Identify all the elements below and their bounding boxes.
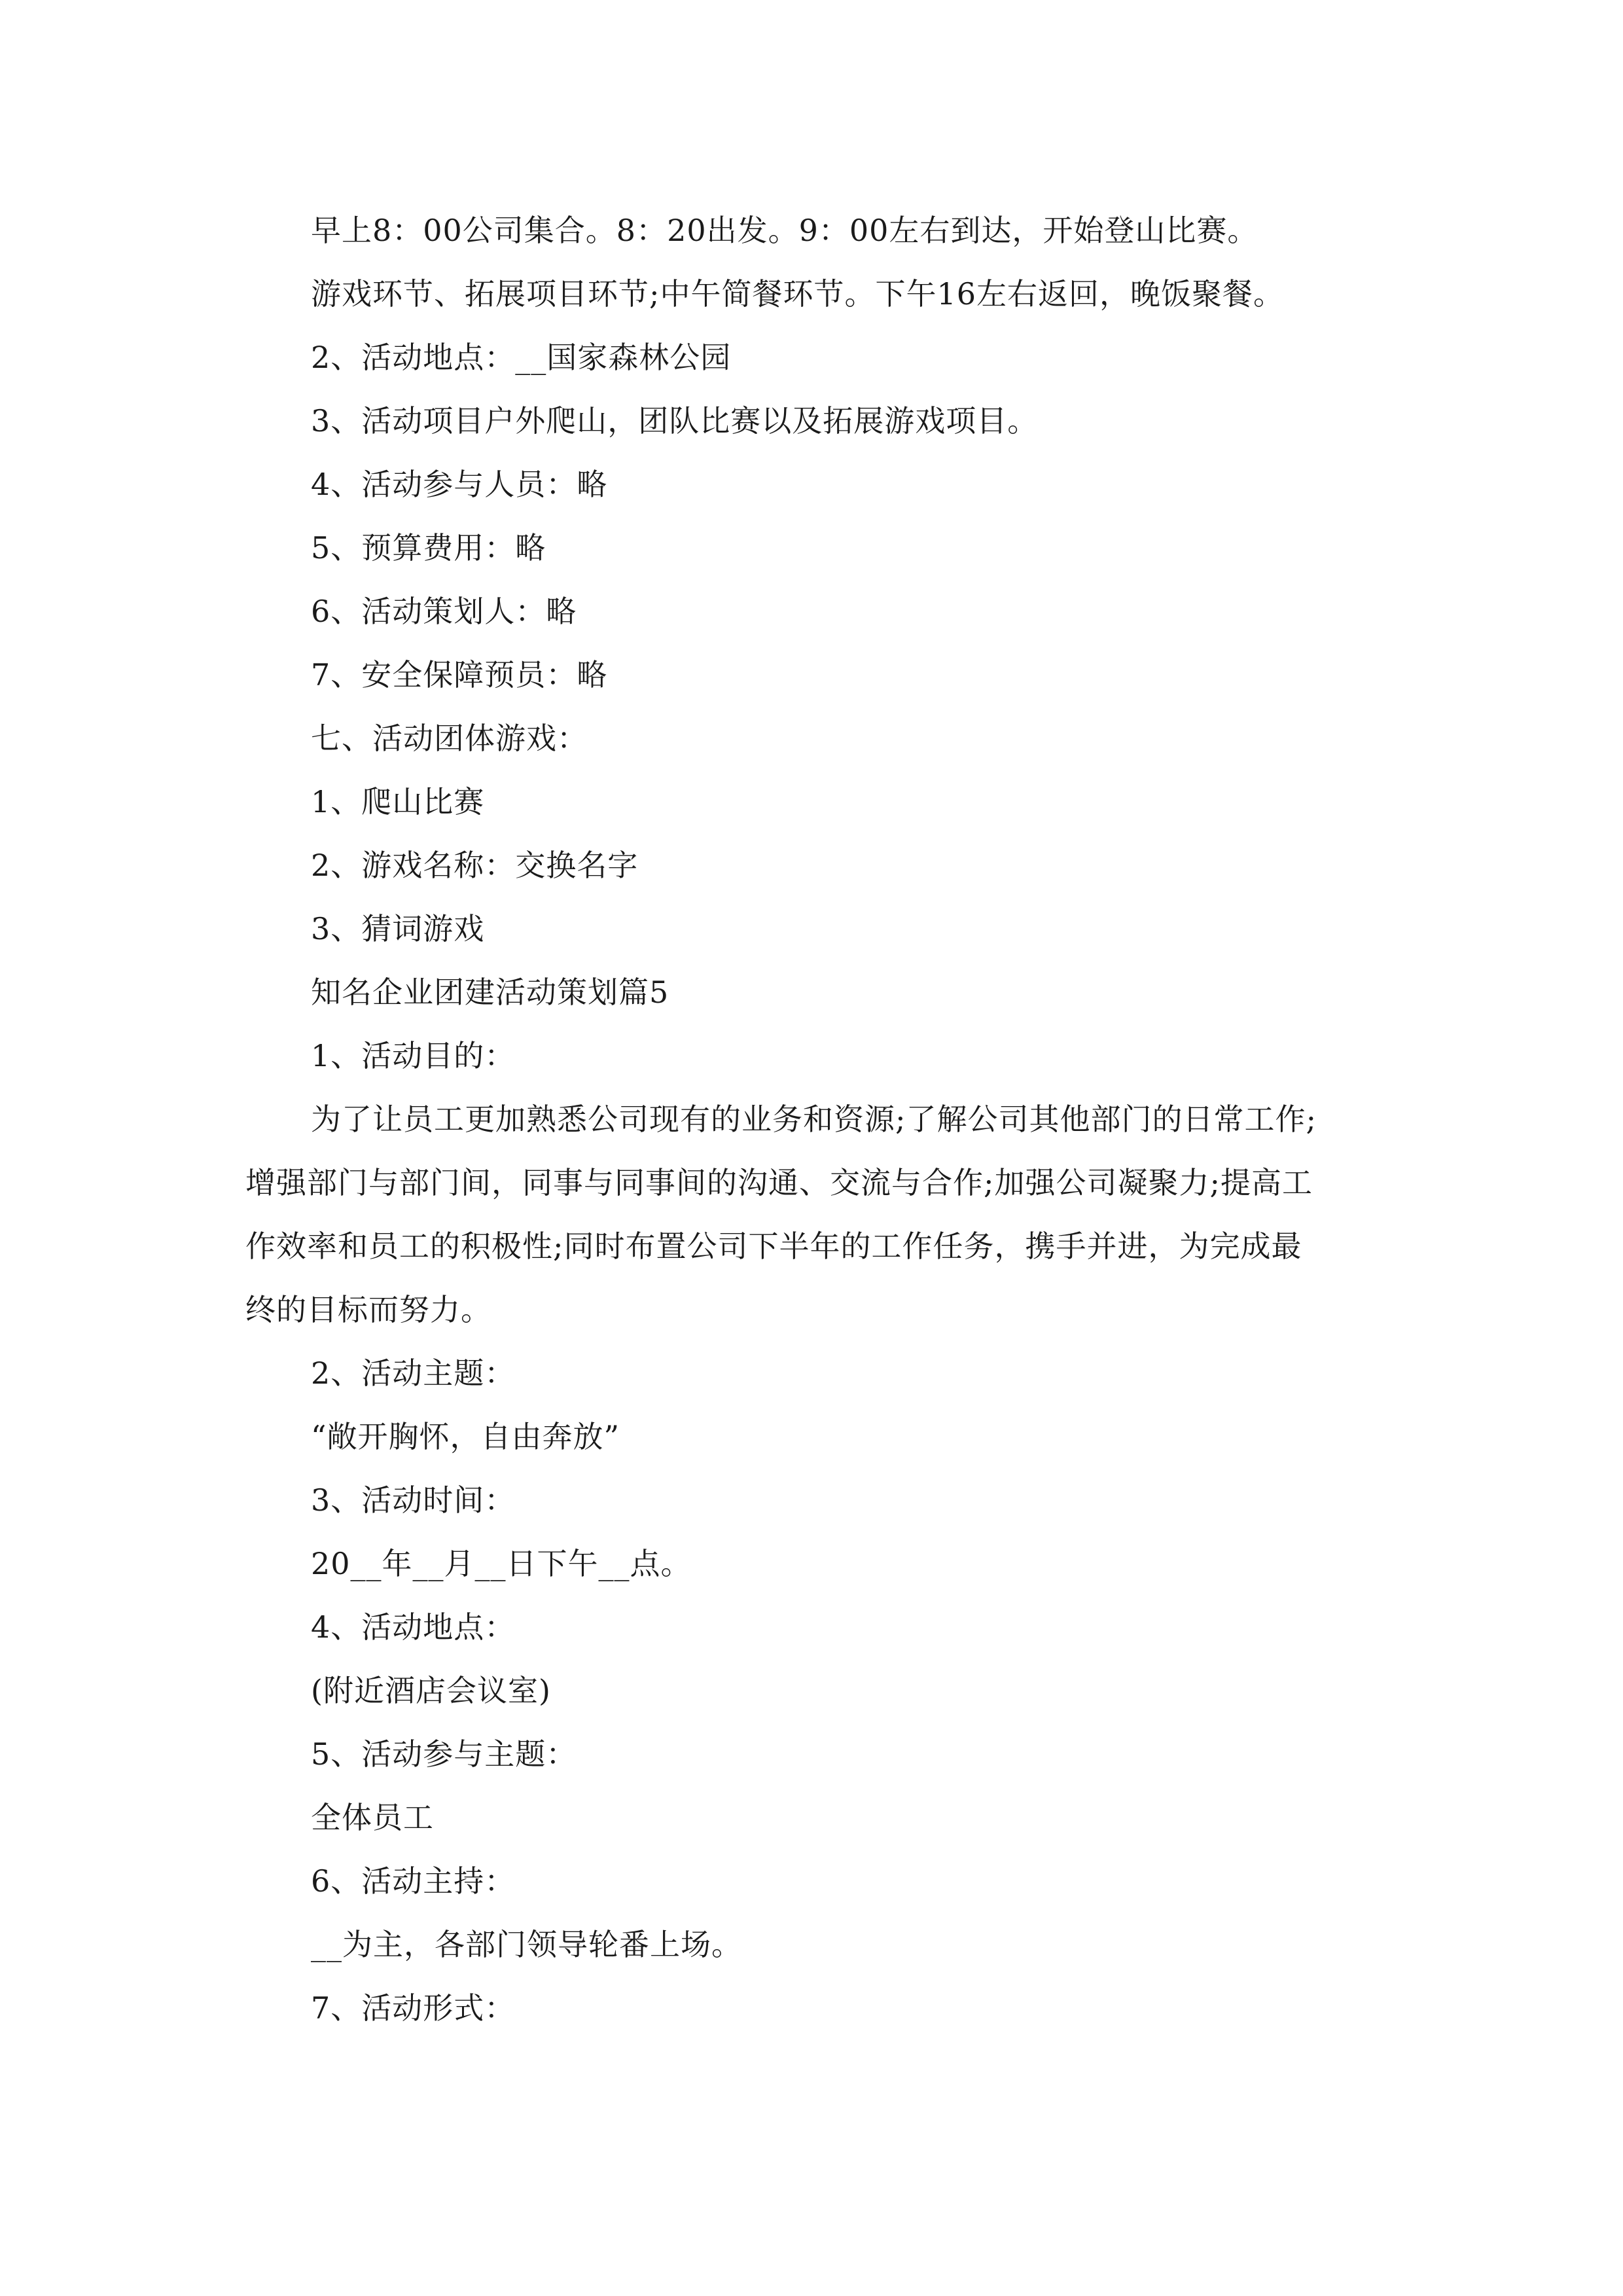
text-line: 6、活动策划人：略: [311, 594, 577, 629]
text-line: 7、活动形式：: [311, 1990, 516, 2026]
theme-line: “敞开胸怀，自由奔放”: [311, 1419, 620, 1454]
text-line: 1、活动目的：: [311, 1038, 516, 1073]
text-line: __为主，各部门领导轮番上场。: [311, 1927, 742, 1962]
paragraph-line: 作效率和员工的积极性;同时布置公司下半年的工作任务，携手并进，为完成最: [245, 1229, 1302, 1264]
text-line: 4、活动地点：: [311, 1609, 516, 1645]
paragraph-line: 增强部门与部门间，同事与同事间的沟通、交流与合作;加强公司凝聚力;提高工: [245, 1165, 1313, 1200]
text-line: 3、活动项目户外爬山，团队比赛以及拓展游戏项目。: [311, 403, 1039, 439]
text-line: (附近酒店会议室): [311, 1673, 551, 1708]
text-line: 早上8：00公司集合。8：20出发。9：00左右到达，开始登山比赛。: [311, 213, 1258, 248]
paragraph-line: 终的目标而努力。: [245, 1292, 491, 1327]
text-line: 5、活动参与主题：: [311, 1736, 577, 1772]
text-line: 全体员工: [311, 1800, 434, 1835]
section-heading: 七、活动团体游戏：: [311, 721, 588, 756]
text-line: 1、爬山比赛: [311, 784, 485, 819]
text-line: 4、活动参与人员：略: [311, 467, 608, 502]
text-line: 2、活动主题：: [311, 1355, 516, 1391]
paragraph-line: 为了让员工更加熟悉公司现有的业务和资源;了解公司其他部门的日常工作;: [311, 1102, 1317, 1137]
text-line: 5、预算费用：略: [311, 530, 546, 565]
text-line: 6、活动主持：: [311, 1863, 516, 1899]
text-line: 2、游戏名称：交换名字: [311, 848, 639, 883]
text-line: 2、活动地点：__国家森林公园: [311, 340, 732, 375]
text-line: 3、猜词游戏: [311, 911, 485, 946]
article-title: 知名企业团建活动策划篇5: [311, 975, 669, 1010]
text-line: 3、活动时间：: [311, 1482, 516, 1518]
text-line: 游戏环节、拓展项目环节;中午简餐环节。下午16左右返回，晚饭聚餐。: [311, 276, 1285, 312]
text-line: 7、安全保障预员：略: [311, 657, 608, 692]
text-line: 20__年__月__日下午__点。: [311, 1546, 692, 1581]
